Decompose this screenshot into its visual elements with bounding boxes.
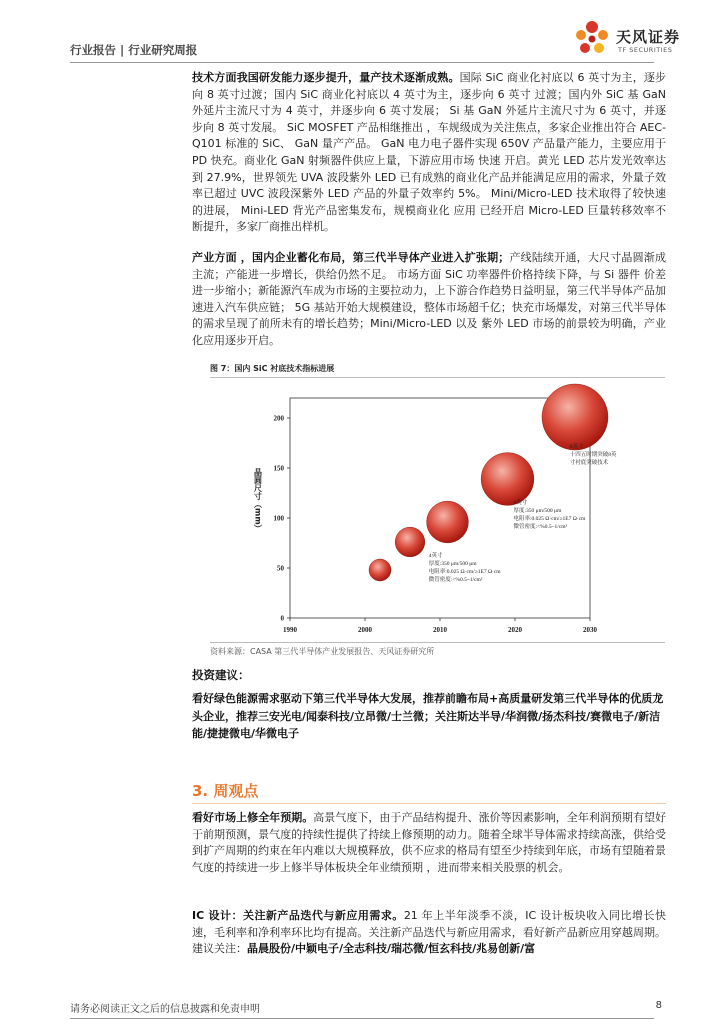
paragraph-lead: 技术方面我国研发能力逐步提升，量产技术逐渐成熟。: [192, 71, 460, 84]
figure-title: 图 7：国内 SiC 衬底技术指标进展: [210, 363, 665, 378]
x-tick-label: 2030: [583, 626, 597, 634]
section-title: 3. 周观点: [192, 782, 259, 800]
x-tick-label: 2020: [508, 626, 522, 634]
company-logo: [572, 18, 702, 62]
logo-name-en: TF SECURITIES: [618, 46, 673, 54]
annotation-line: 寸衬底突破技术: [569, 460, 609, 466]
annotation-line: 6英寸: [513, 500, 528, 506]
data-bubble: [481, 453, 534, 506]
paragraph-lead: 产业方面 ，国内企业蓄化布局，第三代半导体产业进入扩张期；: [192, 251, 510, 264]
investment-title: 投资建议：: [192, 668, 250, 682]
x-tick-label: 1990: [283, 626, 297, 634]
stock-picks: 晶晨股份/中颖电子/全志科技/瑞芯微/恒玄科技/兆易创新/富: [247, 942, 536, 956]
paragraph-text: 产线陆续开通，大尺寸晶圆渐成主流；产能进一步增长，供给仍然不足。 市场方面 SiC 功率器件价格持续下降，与 Si 器件 价差进一步缩小；新能源汽车成为市场的主要拉动力，上下游合作趋势日益明显，第三代半导体产品加速进入汽车供应链； 5G 基站开始大规模建设，整体市场超千亿；快充市场爆发，对第三代半导体的需求呈现了前所未有的增长趋势；Mini/Micro-LED 以及 紫外 LED 市场的前景较为明确，产业化应用逐步开启。: [192, 251, 667, 347]
chart-svg: [210, 378, 662, 640]
x-tick-label: 2000: [358, 626, 372, 634]
paragraph-industry: [192, 250, 666, 350]
y-tick-label: 200: [273, 414, 284, 423]
data-bubble: [369, 559, 391, 581]
y-tick-label: 150: [273, 464, 284, 473]
annotation-line: 4英寸: [428, 553, 443, 559]
y-axis-label: 晶圆尺寸（mm）: [253, 468, 263, 533]
header-divider: [70, 62, 654, 63]
paragraph-technology: [192, 70, 666, 236]
sic-substrate-chart: [210, 378, 662, 640]
annotation-line: 厚度:350 μm/500 μm: [428, 561, 477, 567]
annotation-line: 厚度:350 μm/500 μm: [513, 508, 562, 514]
annotation-line: 8英寸: [569, 444, 584, 450]
annotation-line: 十四五时期突破8英: [569, 452, 617, 458]
paragraph-text: 国际 SiC 商业化衬底以 6 英寸为主，逐步向 8 英寸过渡；国内 SiC 商业化衬底以 4 英寸为主，逐步向 6 英寸 过渡；国内外 SiC 基 GaN 外延片主流尺寸为 4 英寸，并逐步向 6 英寸发展； Si 基 GaN 外延片主流尺寸为 6 英寸，并逐步向 8 英寸发展。 SiC MOSFET 产品相继推出 ，车规级成为关注焦点，多家企业推出符合 AEC-Q101 标准的 SiC、 GaN 量产产品。 GaN 电力电子器件实现 650V 产品量产能力，主要应用于 PD 快充。商业化 GaN 射频器件供应上量，下游应用市场 快速 开启。黄光 LED 芯片发光效率达到 27.9%，世界领先 UVA 波段紫外 LED 已有成熟的商业化产品并能满足应用的需求，外量子效率已超过 UVC 波段深紫外 LED 产品的外量子效率约 5%。 Mini/Micro-LED 技术取得了较快速的进展， Mini-LED 背光产品密集发布，规模商业化 应用 已经开启 Micro-LED 巨量转移效率不断提升，多家厂商推出样机。: [192, 71, 667, 234]
page-number: 8: [655, 1000, 662, 1011]
paragraph-lead: IC 设计：关注新产品迭代与新应用需求。: [192, 909, 404, 922]
data-bubble: [395, 527, 425, 557]
paragraph-lead: 看好市场上修全年预期。: [192, 811, 314, 824]
logo-name-cn: 天风证券: [616, 28, 681, 46]
annotation-line: 电阻率:0.025 Ω·cm/≥1E7 Ω·cm: [428, 569, 501, 575]
data-bubble: [542, 384, 608, 450]
paragraph-market-outlook: [192, 810, 666, 876]
paragraph-text: 21 年上半年淡季不淡，IC 设计板块收入同比增长快速，毛利率和净利率环比均有提高。关注新产品迭代与新应用需求，看好新产品新应用穿越周期。建议关注：: [192, 909, 666, 956]
annotation-line: 微管密度:<%0.5~1/cm²: [428, 577, 483, 583]
x-tick-label: 2010: [433, 626, 447, 634]
figure-source: 资料来源：CASA 第三代半导体产业发展报告、天风证券研究所: [210, 642, 665, 657]
footer-disclaimer: 请务必阅读正文之后的信息披露和免责申明: [70, 1004, 260, 1015]
section-divider: [192, 803, 666, 804]
logo-mark-icon: [572, 18, 612, 58]
data-bubble: [427, 501, 469, 543]
y-tick-label: 0: [280, 614, 284, 623]
y-tick-label: 50: [277, 564, 284, 573]
paragraph-text: 高景气度下，由于产品结构提升、涨价等因素影响，全年利润预期有望好于前期预测，景气度的持续性提供了持续上修预期的动力。随着全球半导体需求持续高涨，供给受到扩产周期的约束在年内难以大规模释放，供不应求的格局有望至少持续到年底，市场有望随着景气度的持续进一步上修半导体板块全年业绩预期 ，进而带来相关股票的机会。: [192, 811, 667, 874]
y-tick-label: 100: [273, 514, 284, 523]
annotation-line: 电阻率:0.025 Ω·cm/≥1E7 Ω·cm: [513, 516, 586, 522]
annotation-line: 微管密度:<%0.5~1/cm²: [513, 524, 568, 530]
investment-text: 看好绿色能源需求驱动下第三代半导体大发展，推荐前瞻布局+高质量研发第三代半导体的优质龙头企业，推荐三安光电/闻泰科技/立昂微/士兰微；关注斯达半导/华润微/扬杰科技/赛微电子/新洁能/捷捷微电/华微电子: [192, 692, 664, 740]
paragraph-ic-design: [192, 908, 666, 958]
footer-divider: [70, 1018, 654, 1019]
report-header-label: 行业报告 | 行业研究周报: [70, 43, 198, 57]
